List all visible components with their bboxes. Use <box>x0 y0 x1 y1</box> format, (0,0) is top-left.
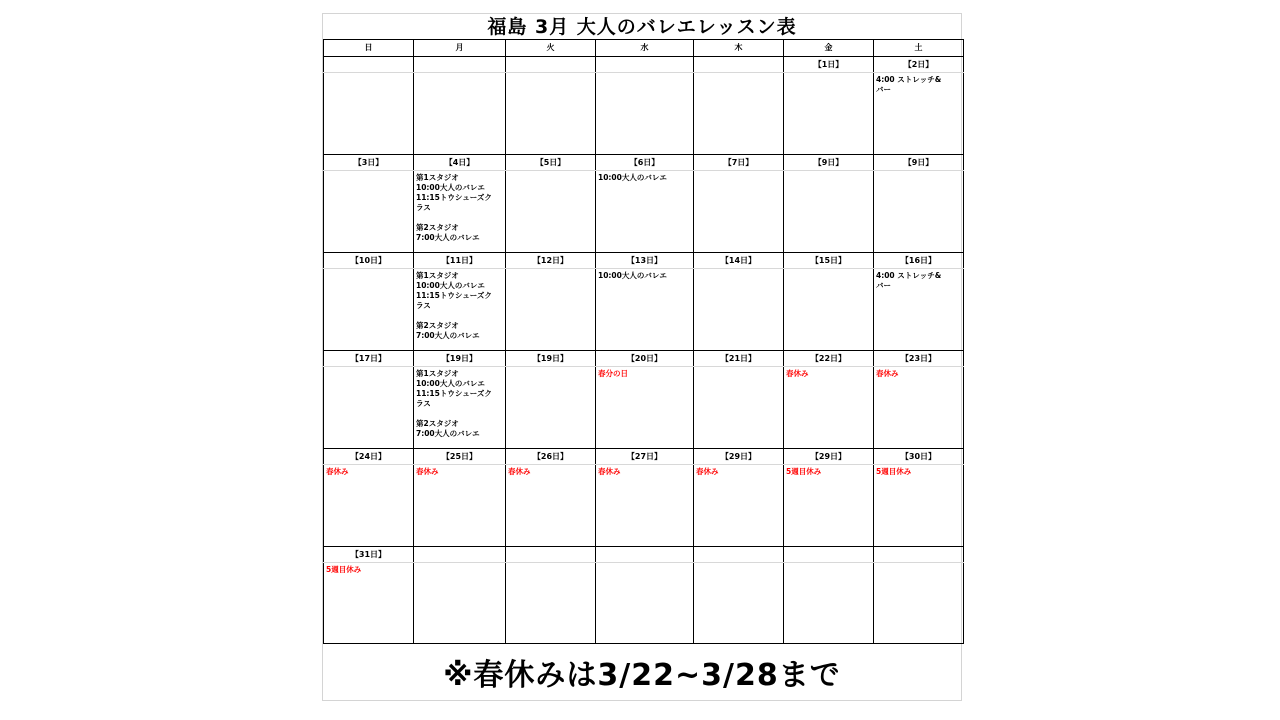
date-cell: 【3日】 <box>324 155 414 171</box>
date-cell: 【23日】 <box>874 351 964 367</box>
lesson-cell <box>596 563 694 644</box>
date-cell <box>414 547 506 563</box>
date-cell: 【13日】 <box>596 253 694 269</box>
lesson-row <box>324 171 964 253</box>
lesson-cell <box>784 171 874 253</box>
date-cell: 【9日】 <box>784 155 874 171</box>
schedule-sheet <box>322 13 962 701</box>
page-title: 福島 3月 大人のバレエレッスン表 <box>487 16 797 38</box>
date-row <box>324 155 964 171</box>
weekday-thursday: 木 <box>694 40 784 57</box>
lesson-cell: 5週目休み <box>324 563 414 644</box>
lesson-cell <box>414 563 506 644</box>
date-cell: 【5日】 <box>506 155 596 171</box>
lesson-row <box>324 367 964 449</box>
date-cell: 【10日】 <box>324 253 414 269</box>
date-cell: 【21日】 <box>694 351 784 367</box>
date-cell <box>324 57 414 73</box>
lesson-cell <box>506 367 596 449</box>
lesson-cell: 春休み <box>324 465 414 547</box>
date-cell <box>506 547 596 563</box>
date-cell: 【20日】 <box>596 351 694 367</box>
weekday-wednesday: 水 <box>596 40 694 57</box>
weekday-monday: 月 <box>414 40 506 57</box>
date-cell: 【29日】 <box>694 449 784 465</box>
date-cell: 【14日】 <box>694 253 784 269</box>
lesson-cell <box>506 171 596 253</box>
date-cell: 【22日】 <box>784 351 874 367</box>
lesson-cell <box>506 563 596 644</box>
lesson-cell: 春休み <box>506 465 596 547</box>
date-row <box>324 57 964 73</box>
date-cell: 【16日】 <box>874 253 964 269</box>
lesson-cell: 10:00大人のバレエ <box>596 171 694 253</box>
lesson-cell <box>324 269 414 351</box>
lesson-cell <box>324 171 414 253</box>
weekday-tuesday: 火 <box>506 40 596 57</box>
lesson-row <box>324 73 964 155</box>
lesson-cell <box>506 269 596 351</box>
date-cell <box>694 57 784 73</box>
date-cell: 【7日】 <box>694 155 784 171</box>
date-cell: 【24日】 <box>324 449 414 465</box>
lesson-cell <box>324 73 414 155</box>
lesson-cell: 春休み <box>596 465 694 547</box>
date-cell: 【19日】 <box>506 351 596 367</box>
lesson-cell <box>324 367 414 449</box>
weekday-header-row <box>324 40 964 57</box>
spring-break-note: ※春休みは3/22~3/28まで <box>443 658 841 693</box>
date-cell: 【27日】 <box>596 449 694 465</box>
lesson-cell: 春休み <box>694 465 784 547</box>
lesson-cell <box>414 73 506 155</box>
lesson-cell: 10:00大人のバレエ <box>596 269 694 351</box>
weekday-saturday: 土 <box>874 40 964 57</box>
lesson-row <box>324 269 964 351</box>
lesson-cell <box>784 563 874 644</box>
date-cell: 【29日】 <box>784 449 874 465</box>
lesson-cell <box>694 269 784 351</box>
date-cell <box>596 57 694 73</box>
lesson-cell: 第1スタジオ 10:00大人のバレエ 11:15トウシューズク ラス 第2スタジオ 7:00大人のバレエ <box>414 367 506 449</box>
lesson-cell <box>784 269 874 351</box>
date-cell <box>596 547 694 563</box>
lesson-cell <box>694 563 784 644</box>
date-cell: 【9日】 <box>874 155 964 171</box>
weekday-sunday: 日 <box>324 40 414 57</box>
date-row <box>324 547 964 563</box>
date-cell: 【26日】 <box>506 449 596 465</box>
lesson-cell <box>784 73 874 155</box>
lesson-cell: 第1スタジオ 10:00大人のバレエ 11:15トウシューズク ラス 第2スタジオ 7:00大人のバレエ <box>414 171 506 253</box>
date-cell: 【17日】 <box>324 351 414 367</box>
lesson-cell: 春分の日 <box>596 367 694 449</box>
lesson-cell: 4:00 ストレッチ& バー <box>874 73 964 155</box>
date-cell: 【1日】 <box>784 57 874 73</box>
date-cell: 【25日】 <box>414 449 506 465</box>
lesson-calendar <box>323 39 964 644</box>
lesson-cell <box>506 73 596 155</box>
date-row <box>324 351 964 367</box>
date-cell: 【12日】 <box>506 253 596 269</box>
lesson-cell <box>874 563 964 644</box>
date-row <box>324 253 964 269</box>
date-cell: 【19日】 <box>414 351 506 367</box>
date-cell: 【4日】 <box>414 155 506 171</box>
date-cell <box>784 547 874 563</box>
lesson-cell <box>694 171 784 253</box>
date-cell <box>414 57 506 73</box>
lesson-cell: 4:00 ストレッチ& バー <box>874 269 964 351</box>
date-row <box>324 449 964 465</box>
date-cell: 【30日】 <box>874 449 964 465</box>
date-cell: 【31日】 <box>324 547 414 563</box>
date-cell: 【2日】 <box>874 57 964 73</box>
date-cell <box>874 547 964 563</box>
date-cell: 【15日】 <box>784 253 874 269</box>
lesson-row <box>324 563 964 644</box>
lesson-cell <box>596 73 694 155</box>
lesson-cell: 5週目休み <box>784 465 874 547</box>
lesson-cell <box>694 367 784 449</box>
weekday-friday: 金 <box>784 40 874 57</box>
date-cell: 【6日】 <box>596 155 694 171</box>
lesson-cell: 5週目休み <box>874 465 964 547</box>
lesson-row <box>324 465 964 547</box>
lesson-cell <box>874 171 964 253</box>
lesson-cell <box>694 73 784 155</box>
lesson-cell: 春休み <box>874 367 964 449</box>
date-cell <box>694 547 784 563</box>
lesson-cell: 春休み <box>784 367 874 449</box>
date-cell <box>506 57 596 73</box>
date-cell: 【11日】 <box>414 253 506 269</box>
lesson-cell: 春休み <box>414 465 506 547</box>
lesson-cell: 第1スタジオ 10:00大人のバレエ 11:15トウシューズク ラス 第2スタジオ 7:00大人のバレエ <box>414 269 506 351</box>
